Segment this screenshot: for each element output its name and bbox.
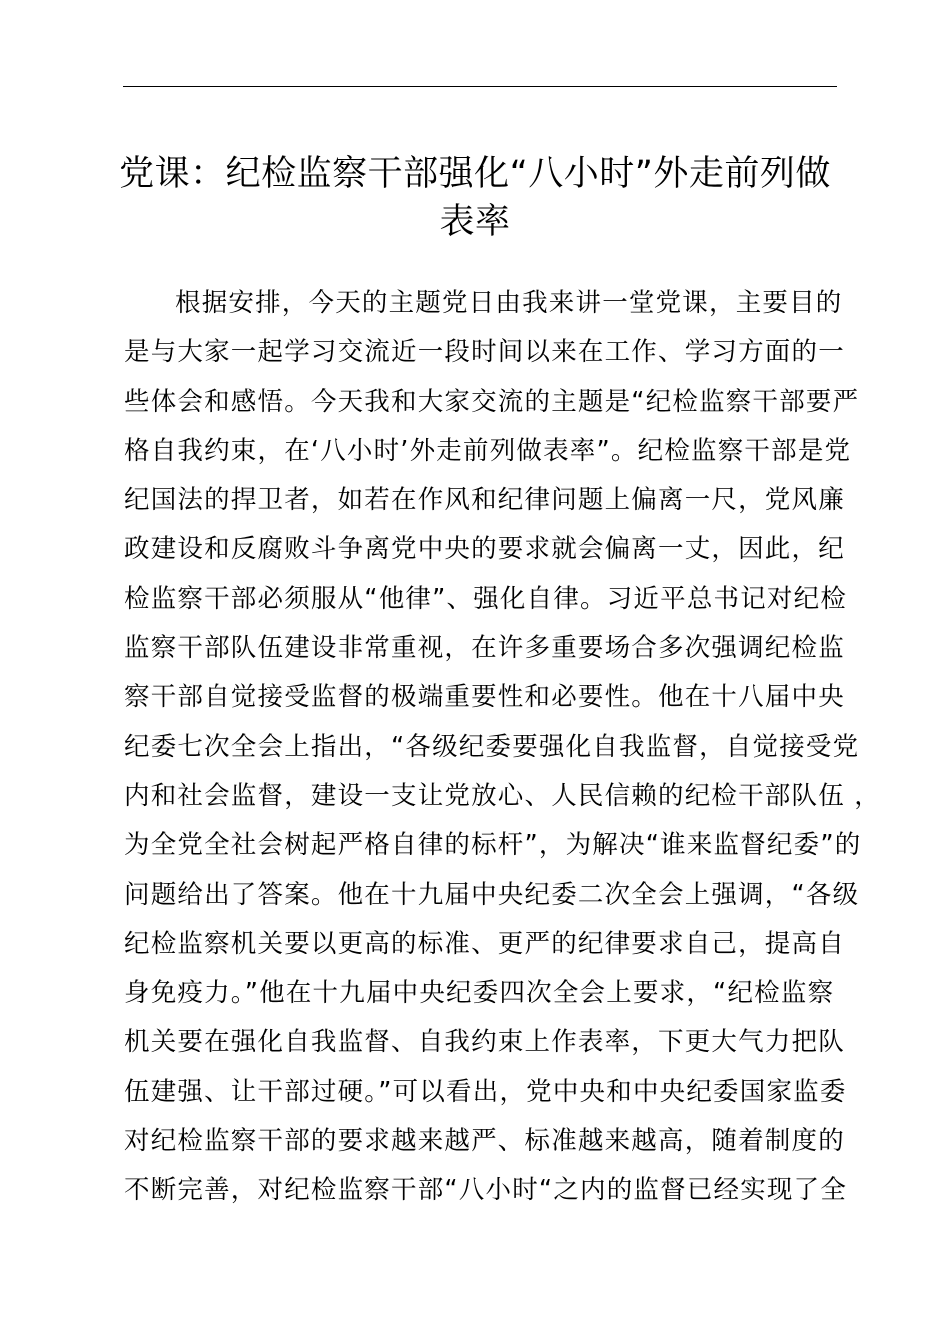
body-line: 些体会和感悟。今天我和大家交流的主题是“纪检监察干部要严: [124, 386, 860, 417]
body-line: 为全党全社会树起严格自律的标杆”，为解决“谁来监督纪委”的: [124, 830, 862, 861]
title-line-1: 党课：纪检监察干部强化“八小时”外走前列做: [119, 154, 831, 194]
document-body: [124, 279, 881, 1216]
body-line: 身免疫力。”他在十九届中央纪委四次全会上要求，“纪检监察: [124, 978, 835, 1009]
body-line: 根据安排，今天的主题党日由我来讲一堂党课，主要目的: [175, 288, 843, 318]
title-line-2: 表率: [439, 202, 511, 242]
body-line: 是与大家一起学习交流近一段时间以来在工作、学习方面的一: [124, 337, 845, 368]
body-line: 检监察干部必须服从“他律”、强化自律。习近平总书记对纪检: [124, 583, 848, 614]
header-rule: [123, 86, 837, 87]
body-line: 对纪检监察干部的要求越来越严、标准越来越高，随着制度的: [124, 1126, 845, 1157]
body-line: 格自我约束，在‘八小时’外走前列做表率”。纪检监察干部是党: [124, 435, 852, 466]
body-line: 政建设和反腐败斗争离党中央的要求就会偏离一丈，因此，纪: [124, 534, 845, 565]
body-line: 内和社会监督，建设一支让党放心、人民信赖的纪检干部队伍 ，: [124, 780, 881, 811]
body-line: 纪委七次全会上指出，“各级纪委要强化自我监督，自觉接受党: [124, 731, 860, 762]
body-line: 伍建强、让干部过硬。”可以看出，党中央和中央纪委国家监委: [124, 1076, 847, 1107]
body-line: 察干部自觉接受监督的极端重要性和必要性。他在十八届中央: [124, 682, 845, 713]
body-line: 不断完善，对纪检监察干部“八小时“之内的监督已经实现了全: [124, 1175, 848, 1206]
body-line: 纪国法的捍卫者，如若在作风和纪律问题上偏离一尺，党风廉: [124, 485, 845, 516]
body-line: 机关要在强化自我监督、自我约束上作表率，下更大气力把队: [124, 1027, 845, 1058]
document-title: [100, 150, 850, 246]
body-line: 问题给出了答案。他在十九届中央纪委二次全会上强调，“各级: [124, 879, 860, 910]
body-line: 监察干部队伍建设非常重视，在许多重要场合多次强调纪检监: [124, 633, 845, 664]
body-line: 纪检监察机关要以更高的标准、更严的纪律要求自己，提高自: [124, 928, 845, 959]
